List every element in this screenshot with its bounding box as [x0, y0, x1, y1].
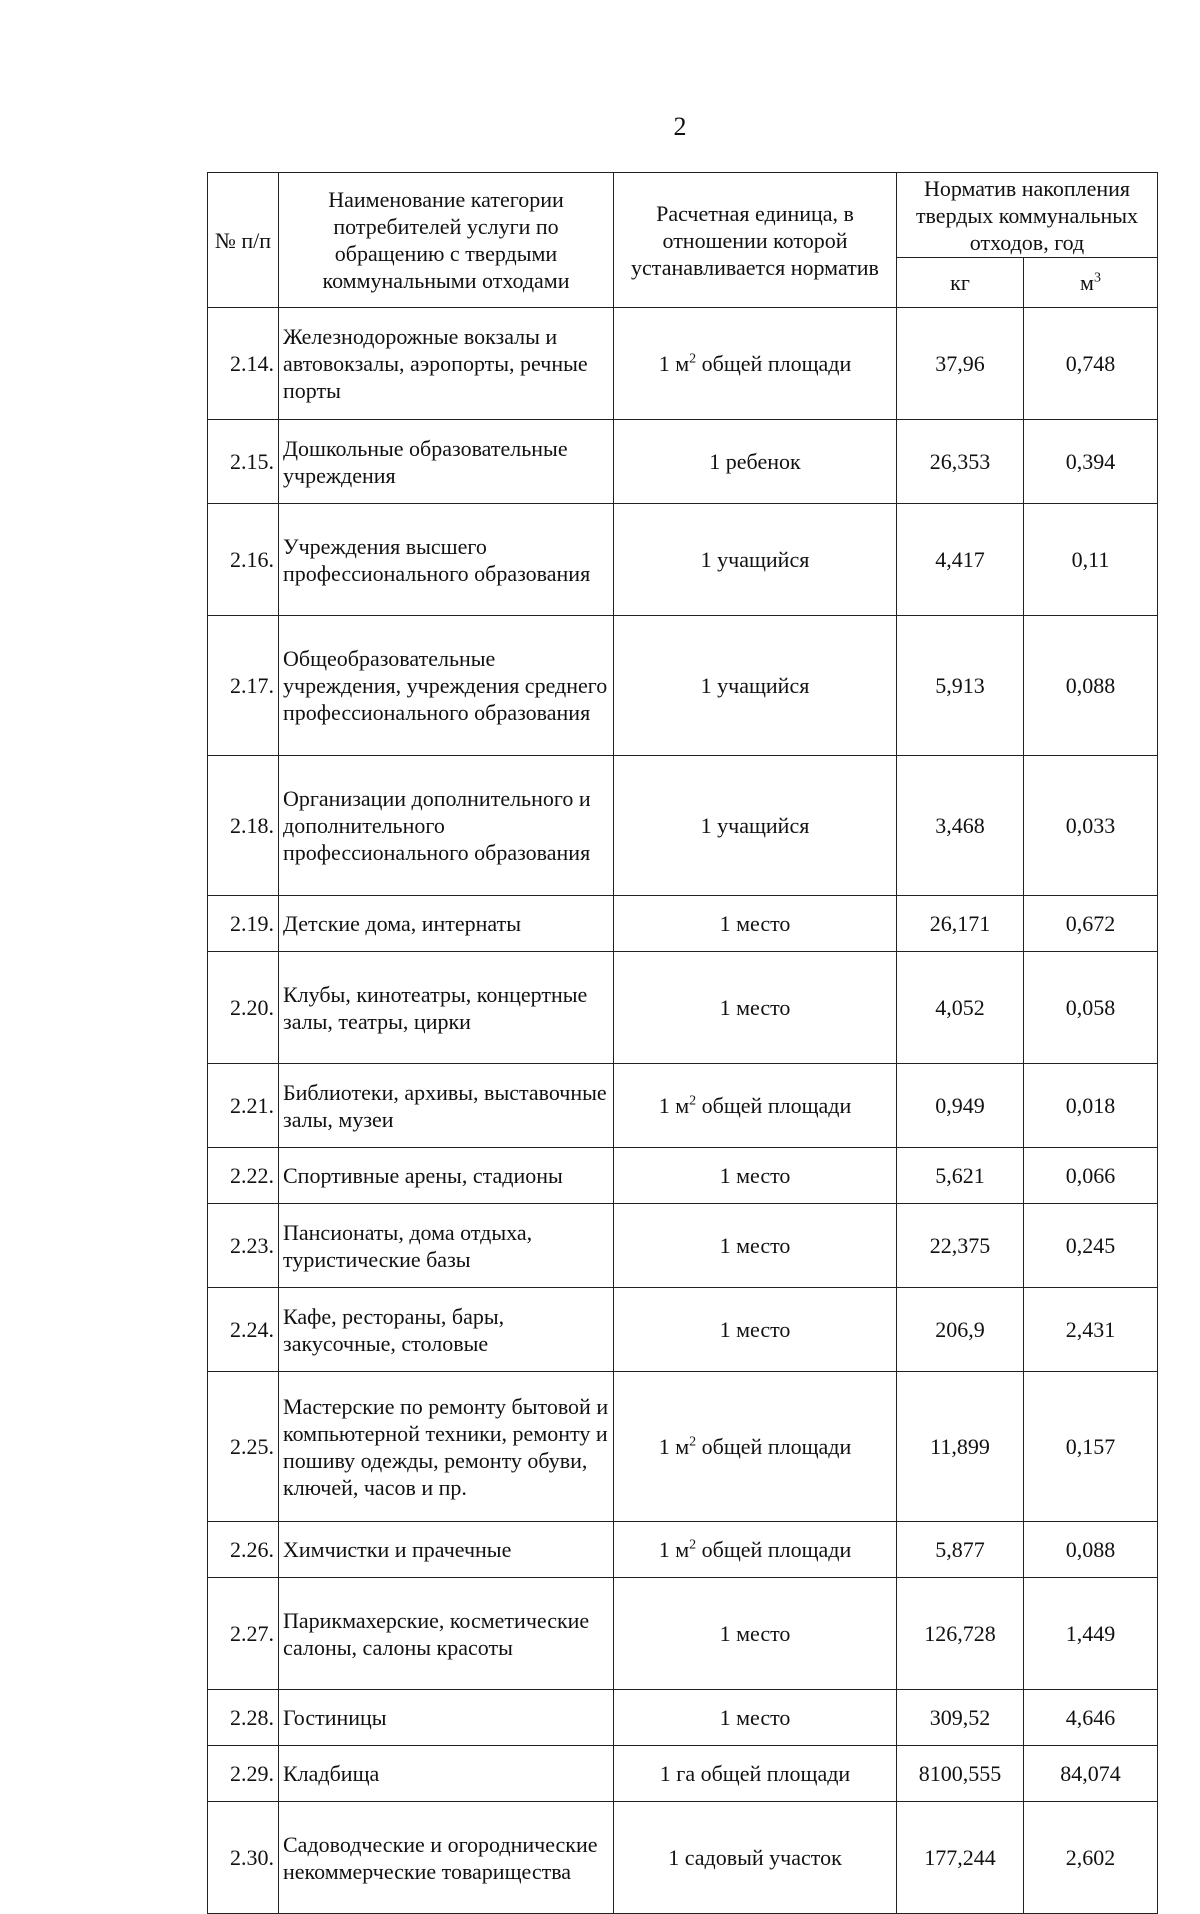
header-num: № п/п	[208, 173, 279, 308]
row-name: Детские дома, интернаты	[279, 896, 614, 952]
table-row	[208, 308, 1158, 420]
row-num: 2.17.	[208, 616, 279, 756]
row-name: Железнодорожные вокзалы и автовокзалы, аэропорты, речные порты	[279, 308, 614, 420]
row-num: 2.19.	[208, 896, 279, 952]
row-name: Библиотеки, архивы, выставочные залы, музеи	[279, 1064, 614, 1148]
row-num: 2.24.	[208, 1288, 279, 1372]
row-m3: 0,066	[1024, 1148, 1158, 1204]
row-kg: 5,913	[897, 616, 1024, 756]
row-m3: 0,088	[1024, 1522, 1158, 1578]
table-row	[208, 1204, 1158, 1288]
row-unit	[614, 1802, 897, 1914]
row-kg: 37,96	[897, 308, 1024, 420]
table-row	[208, 1746, 1158, 1802]
table-row	[208, 1802, 1158, 1914]
row-name: Парикмахерские, косметические салоны, салоны красоты	[279, 1578, 614, 1690]
row-m3: 0,748	[1024, 308, 1158, 420]
row-name: Кладбища	[279, 1746, 614, 1802]
row-m3: 0,157	[1024, 1372, 1158, 1522]
row-name: Учреждения высшего профессионального образования	[279, 504, 614, 616]
row-kg: 309,52	[897, 1690, 1024, 1746]
row-kg: 126,728	[897, 1578, 1024, 1690]
table-row	[208, 756, 1158, 896]
row-num: 2.22.	[208, 1148, 279, 1204]
row-num: 2.26.	[208, 1522, 279, 1578]
row-name: Химчистки и прачечные	[279, 1522, 614, 1578]
row-unit	[614, 1578, 897, 1690]
norms-table	[207, 172, 1158, 1914]
row-unit-sup: 2	[689, 1434, 697, 1450]
row-name: Дошкольные образовательные учреждения	[279, 420, 614, 504]
row-m3: 4,646	[1024, 1690, 1158, 1746]
row-m3: 0,018	[1024, 1064, 1158, 1148]
header-m3-sup: 3	[1093, 270, 1101, 286]
row-unit	[614, 896, 897, 952]
table-row	[208, 1578, 1158, 1690]
row-m3: 2,431	[1024, 1288, 1158, 1372]
row-unit-base: 1 ребенок	[709, 449, 801, 474]
table-row	[208, 1148, 1158, 1204]
row-name: Клубы, кинотеатры, концертные залы, театры, цирки	[279, 952, 614, 1064]
row-kg: 0,949	[897, 1064, 1024, 1148]
header-kg: кг	[897, 258, 1024, 308]
row-num: 2.27.	[208, 1578, 279, 1690]
row-unit	[614, 1064, 897, 1148]
row-num: 2.23.	[208, 1204, 279, 1288]
row-num: 2.30.	[208, 1802, 279, 1914]
row-num: 2.21.	[208, 1064, 279, 1148]
row-unit-rest: общей площади	[696, 1093, 852, 1118]
row-unit-base: 1 место	[719, 1163, 791, 1188]
row-unit-base: 1 место	[719, 1233, 791, 1258]
row-unit	[614, 1746, 897, 1802]
row-m3: 84,074	[1024, 1746, 1158, 1802]
row-unit	[614, 504, 897, 616]
row-kg: 5,877	[897, 1522, 1024, 1578]
row-unit-rest: общей площади	[696, 1537, 852, 1562]
table-row	[208, 1372, 1158, 1522]
row-name: Гостиницы	[279, 1690, 614, 1746]
header-norm: Норматив накопления твердых коммунальных отходов, год	[897, 173, 1158, 258]
row-kg: 206,9	[897, 1288, 1024, 1372]
row-unit	[614, 1690, 897, 1746]
row-unit-rest: общей площади	[696, 1434, 852, 1459]
row-unit	[614, 1522, 897, 1578]
row-m3: 0,245	[1024, 1204, 1158, 1288]
row-unit	[614, 616, 897, 756]
row-unit-base: 1 га общей площади	[659, 1761, 851, 1786]
row-name: Мастерские по ремонту бытовой и компьютерной техники, ремонту и пошиву одежды, ремонту обуви, ключей, часов и пр.	[279, 1372, 614, 1522]
row-unit-base: 1 учащийся	[700, 813, 810, 838]
header-m3	[1024, 258, 1158, 308]
row-kg: 5,621	[897, 1148, 1024, 1204]
row-kg: 26,171	[897, 896, 1024, 952]
table-row	[208, 504, 1158, 616]
row-unit	[614, 1288, 897, 1372]
row-unit-sup: 2	[689, 1537, 697, 1553]
row-unit-base: 1 м	[658, 1434, 690, 1459]
table-row	[208, 420, 1158, 504]
row-unit-base: 1 м	[658, 1537, 690, 1562]
row-kg: 177,244	[897, 1802, 1024, 1914]
row-unit	[614, 1372, 897, 1522]
row-unit-base: 1 учащийся	[700, 673, 810, 698]
row-num: 2.20.	[208, 952, 279, 1064]
row-m3: 0,033	[1024, 756, 1158, 896]
row-unit	[614, 420, 897, 504]
table-row	[208, 1288, 1158, 1372]
row-m3: 0,058	[1024, 952, 1158, 1064]
row-unit-base: 1 место	[719, 911, 791, 936]
row-unit-base: 1 место	[719, 1621, 791, 1646]
row-kg: 11,899	[897, 1372, 1024, 1522]
row-unit-base: 1 учащийся	[700, 547, 810, 572]
row-name: Пансионаты, дома отдыха, туристические базы	[279, 1204, 614, 1288]
row-num: 2.16.	[208, 504, 279, 616]
row-name: Кафе, рестораны, бары, закусочные, столовые	[279, 1288, 614, 1372]
table-row	[208, 896, 1158, 952]
row-unit	[614, 1148, 897, 1204]
row-kg: 3,468	[897, 756, 1024, 896]
row-unit-sup: 2	[689, 1093, 697, 1109]
row-m3: 2,602	[1024, 1802, 1158, 1914]
row-kg: 4,417	[897, 504, 1024, 616]
row-name: Организации дополнительного и дополнительного профессионального образования	[279, 756, 614, 896]
row-unit-base: 1 садовый участок	[668, 1845, 842, 1870]
row-m3: 0,672	[1024, 896, 1158, 952]
row-m3: 0,088	[1024, 616, 1158, 756]
row-unit-base: 1 м	[658, 351, 690, 376]
row-unit-base: 1 м	[658, 1093, 690, 1118]
row-kg: 22,375	[897, 1204, 1024, 1288]
row-m3: 1,449	[1024, 1578, 1158, 1690]
row-num: 2.14.	[208, 308, 279, 420]
row-unit	[614, 952, 897, 1064]
row-kg: 26,353	[897, 420, 1024, 504]
header-m3-base: м	[1080, 270, 1094, 295]
page-number: 2	[673, 112, 687, 141]
row-num: 2.29.	[208, 1746, 279, 1802]
row-m3: 0,394	[1024, 420, 1158, 504]
row-name: Общеобразовательные учреждения, учреждения среднего профессионального образования	[279, 616, 614, 756]
row-kg: 8100,555	[897, 1746, 1024, 1802]
row-unit-base: 1 место	[719, 1317, 791, 1342]
header-unit: Расчетная единица, в отношении которой устанавливается норматив	[614, 173, 897, 308]
table-row	[208, 952, 1158, 1064]
row-name: Спортивные арены, стадионы	[279, 1148, 614, 1204]
row-unit-sup: 2	[689, 351, 697, 367]
table-row	[208, 1064, 1158, 1148]
table-row	[208, 1522, 1158, 1578]
row-unit	[614, 1204, 897, 1288]
table-row	[208, 616, 1158, 756]
row-num: 2.28.	[208, 1690, 279, 1746]
row-kg: 4,052	[897, 952, 1024, 1064]
row-unit	[614, 308, 897, 420]
row-num: 2.18.	[208, 756, 279, 896]
row-name: Садоводческие и огороднические некоммерческие товарищества	[279, 1802, 614, 1914]
row-num: 2.15.	[208, 420, 279, 504]
table-row	[208, 1690, 1158, 1746]
row-unit-rest: общей площади	[696, 351, 852, 376]
header-name: Наименование категории потребителей услуги по обращению с твердыми коммунальными отходами	[279, 173, 614, 308]
row-m3: 0,11	[1024, 504, 1158, 616]
row-unit	[614, 756, 897, 896]
row-unit-base: 1 место	[719, 1705, 791, 1730]
row-num: 2.25.	[208, 1372, 279, 1522]
row-unit-base: 1 место	[719, 995, 791, 1020]
